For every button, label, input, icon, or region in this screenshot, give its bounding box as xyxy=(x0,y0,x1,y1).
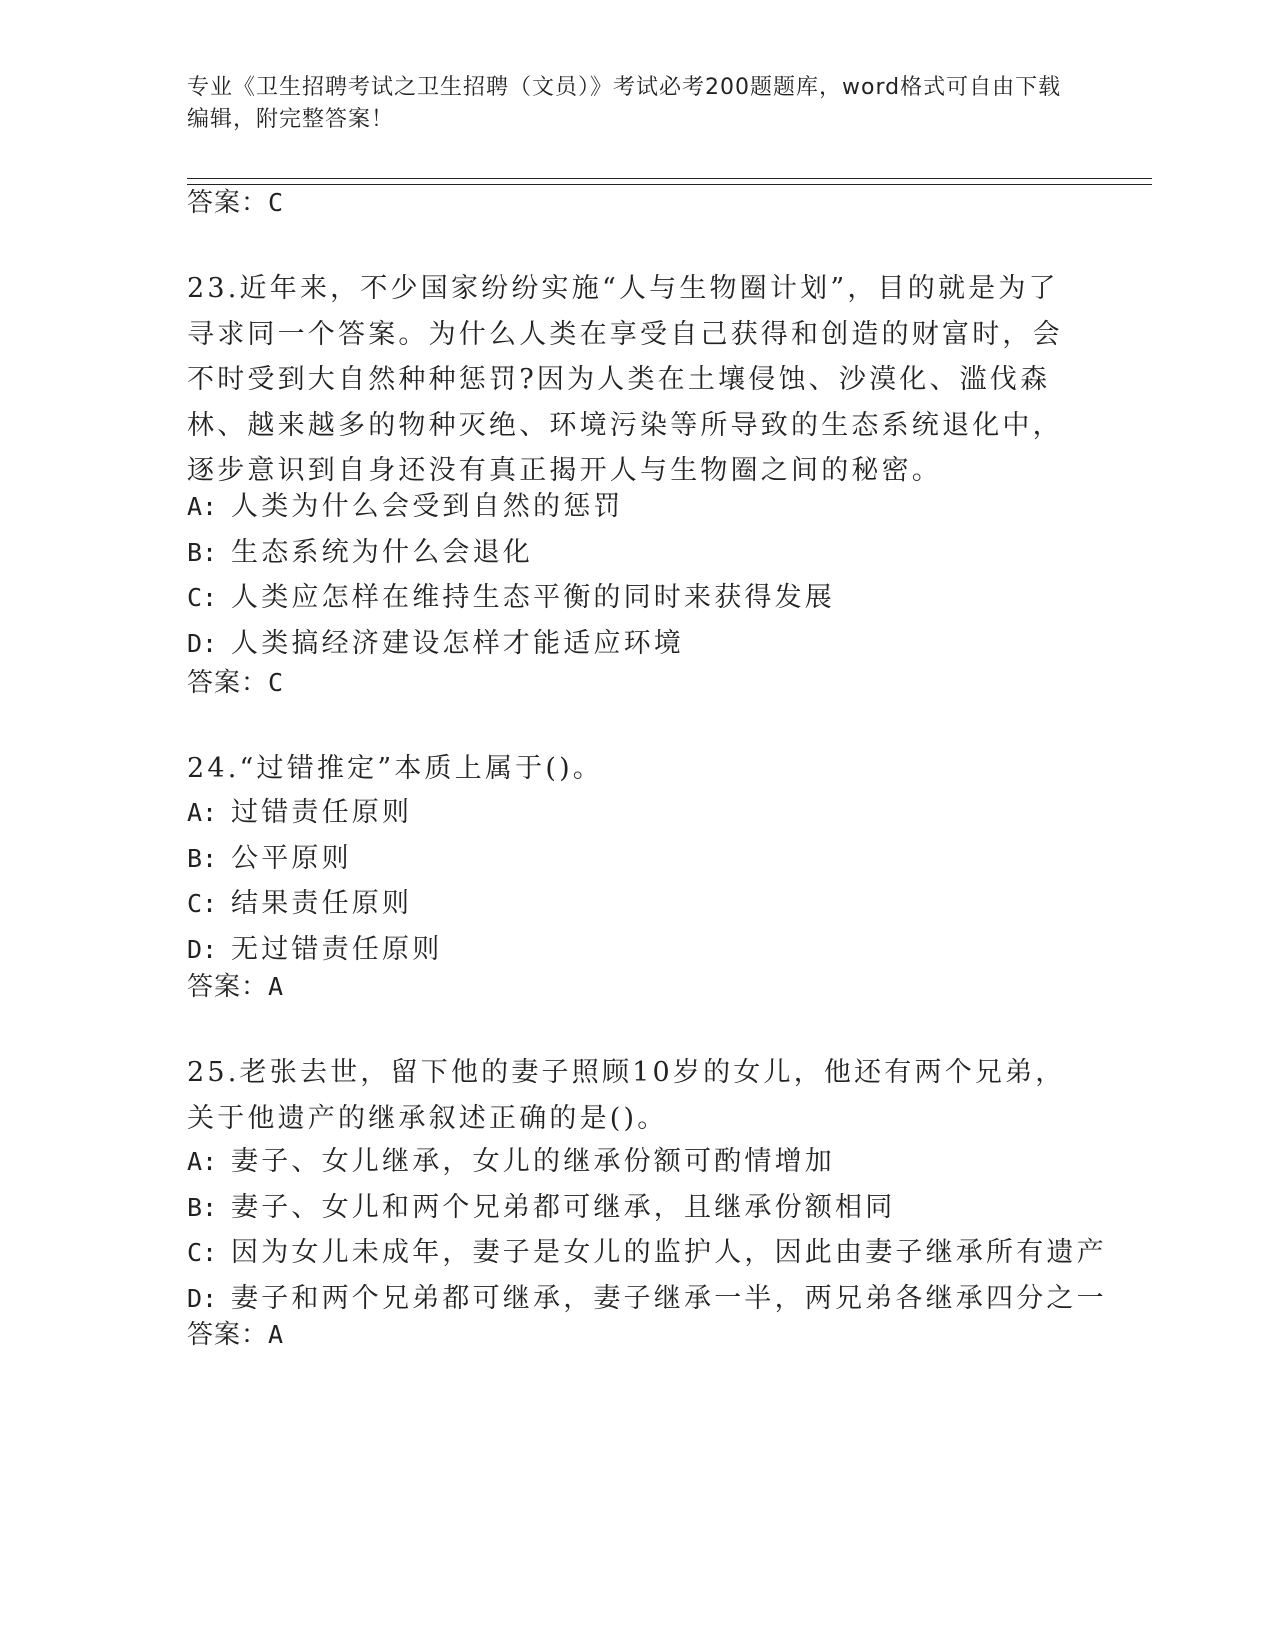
option-d xyxy=(187,1276,1127,1322)
option-text: 生态系统为什么会退化 xyxy=(231,536,533,568)
option-key: C: xyxy=(187,583,218,612)
option-text: 结果责任原则 xyxy=(231,888,413,919)
answer-value: A xyxy=(268,972,285,1001)
option-text: 妻子和两个兄弟都可继承，妻子继承一半，两兄弟各继承四分之一 xyxy=(231,1282,1107,1314)
option-b xyxy=(187,836,1127,882)
answer-line xyxy=(187,1318,284,1352)
question-23-options xyxy=(187,484,1127,666)
option-text: 因为女儿未成年，妻子是女儿的监护人，因此由妻子继承所有遗产 xyxy=(231,1237,1107,1268)
option-key: C: xyxy=(187,1238,218,1267)
option-text: 人类搞经济建设怎样才能适应环境 xyxy=(231,627,684,659)
answer-line xyxy=(187,970,284,1004)
option-d xyxy=(187,621,1127,667)
question-stem xyxy=(187,746,1087,792)
option-c xyxy=(187,575,1127,621)
option-text: 无过错责任原则 xyxy=(231,933,443,965)
option-key: B: xyxy=(187,537,218,567)
option-text: 人类为什么会受到自然的惩罚 xyxy=(231,491,624,522)
option-c xyxy=(187,881,1127,927)
option-a xyxy=(187,790,1127,836)
question-stem xyxy=(187,1050,1087,1141)
option-key: D: xyxy=(187,1283,218,1313)
option-key: B: xyxy=(187,1192,218,1222)
answer-label: 答案： xyxy=(187,972,269,1002)
header-rule-bottom xyxy=(187,184,1152,185)
answer-label: 答案： xyxy=(187,1320,269,1350)
question-stem xyxy=(187,266,1087,494)
header-intro: 专业《卫生招聘考试之卫生招聘（文员）》考试必考200题题库，word格式可自由下载编辑，附完整答案！ xyxy=(187,75,1062,132)
answer-value: C xyxy=(268,188,285,217)
option-d xyxy=(187,927,1127,973)
option-a xyxy=(187,484,1127,530)
answer-label: 答案： xyxy=(187,668,269,698)
option-key: A: xyxy=(187,492,218,521)
answer-line xyxy=(187,186,284,220)
question-24-text: 24.“过错推定”本质上属于()。 xyxy=(187,753,604,784)
option-key: B: xyxy=(187,843,218,873)
question-25-text: 25.老张去世，留下他的妻子照顾10岁的女儿，他还有两个兄弟，关于他遗产的继承叙述正确的是()。 xyxy=(187,1057,1066,1134)
option-text: 公平原则 xyxy=(231,842,352,874)
option-text: 妻子、女儿和两个兄弟都可继承，且继承份额相同 xyxy=(231,1191,896,1223)
answer-value: C xyxy=(268,668,285,697)
option-key: D: xyxy=(187,934,218,964)
option-c xyxy=(187,1230,1127,1276)
option-key: D: xyxy=(187,628,218,658)
option-key: C: xyxy=(187,889,218,918)
question-23-text: 23.近年来，不少国家纷纷实施“人与生物圈计划”，目的就是为了寻求同一个答案。为什么人类在享受自己获得和创造的财富时，会不时受到大自然种种惩罚?因为人类在土壤侵蚀、沙漠化、滥伐森林、越来越多的物种灭绝、环境污染等所导致的生态系统退化中，逐步意识到自身还没有真正揭开人与生物圈之间的秘密。 xyxy=(187,273,1063,486)
answer-line xyxy=(187,666,284,700)
option-text: 妻子、女儿继承，女儿的继承份额可酌情增加 xyxy=(231,1146,835,1177)
document-header xyxy=(187,72,1067,136)
question-24-options xyxy=(187,790,1127,972)
answer-label: 答案： xyxy=(187,188,269,218)
option-a xyxy=(187,1139,1127,1185)
option-key: A: xyxy=(187,798,218,827)
option-text: 过错责任原则 xyxy=(231,797,413,828)
option-text: 人类应怎样在维持生态平衡的同时来获得发展 xyxy=(231,582,835,613)
question-25-options xyxy=(187,1139,1127,1321)
header-rule-top xyxy=(187,178,1152,179)
answer-value: A xyxy=(268,1320,285,1349)
option-b xyxy=(187,1185,1127,1231)
option-b xyxy=(187,530,1127,576)
option-key: A: xyxy=(187,1147,218,1176)
